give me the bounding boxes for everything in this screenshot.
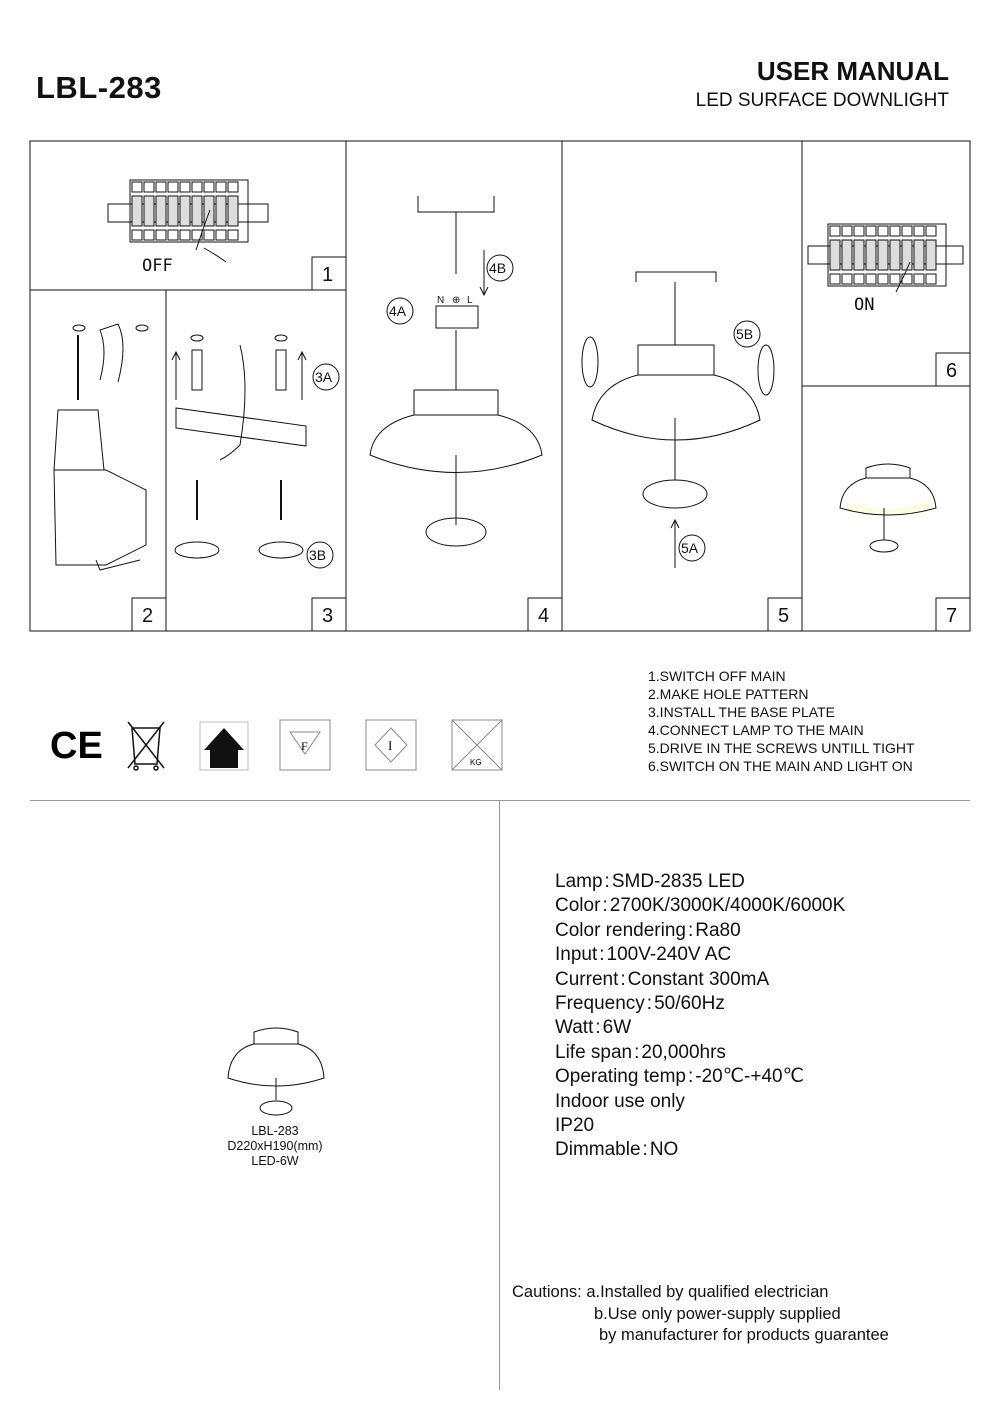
spec-label: Color: [555, 895, 601, 917]
weee-bin-icon: [128, 722, 164, 770]
step-4-number: 4: [538, 605, 550, 627]
spec-row: [555, 1065, 845, 1089]
instruction-item: 6.SWITCH ON THE MAIN AND LIGHT ON: [648, 758, 913, 774]
manual-title: USER MANUAL: [756, 56, 949, 86]
spec-label: Input: [555, 944, 598, 966]
base-plate-icon: [172, 335, 306, 558]
fix-lamp-icon: [582, 272, 774, 568]
spec-row: [555, 894, 845, 918]
drill-icon: [54, 324, 148, 570]
spec-row: [555, 1041, 845, 1065]
instruction-item: 1.SWITCH OFF MAIN: [648, 668, 786, 684]
spec-label: Dimmable: [555, 1139, 641, 1161]
product-model: LBL-283: [251, 1124, 299, 1138]
spec-value: 2700K/3000K/4000K/6000K: [609, 895, 846, 917]
spec-value: SMD-2835 LED: [611, 871, 745, 892]
spec-row: [555, 1114, 845, 1138]
spec-label: IP20: [555, 1115, 595, 1137]
spec-separator: :: [620, 968, 626, 990]
instruction-item: 3.INSTALL THE BASE PLATE: [648, 704, 835, 720]
spec-value: Ra80: [695, 919, 741, 941]
product-type: LED SURFACE DOWNLIGHT: [695, 90, 949, 111]
spec-row: [555, 968, 845, 992]
spec-label: Color rendering: [555, 919, 686, 941]
model-number: LBL-283: [36, 70, 162, 105]
spec-row: [555, 1138, 845, 1162]
instruction-item: 4.CONNECT LAMP TO THE MAIN: [648, 722, 864, 738]
certification-icons: [40, 710, 510, 780]
section-divider: [30, 800, 970, 801]
callout-3b: 3B: [309, 547, 327, 563]
step-1-number: 1: [322, 264, 334, 286]
column-divider: [499, 800, 500, 1390]
spec-row: [555, 1090, 845, 1114]
spec-value: 50/60Hz: [654, 993, 725, 1015]
spec-label: Indoor use only: [555, 1090, 685, 1112]
spec-separator: :: [646, 993, 653, 1015]
spec-value: -20℃-+40℃: [695, 1066, 804, 1088]
spec-label: Frequency: [555, 993, 645, 1015]
connect-wires-icon: [370, 196, 542, 546]
spec-separator: :: [599, 944, 605, 966]
spec-label: Life span: [555, 1041, 633, 1063]
spec-label: Current: [555, 968, 619, 990]
terminal-l-label: L: [467, 295, 473, 306]
spec-separator: :: [634, 1041, 640, 1063]
step-5-number: 5: [778, 605, 790, 627]
terminal-earth-label: ⊕: [452, 295, 461, 306]
breaker-off-icon: [108, 180, 268, 262]
step-6-number: 6: [946, 360, 958, 382]
instruction-item: 2.MAKE HOLE PATTERN: [648, 686, 809, 702]
caution-b: b.Use only power-supply supplied: [594, 1304, 841, 1323]
specifications: [555, 870, 845, 1163]
step-number-boxes: [132, 257, 970, 631]
svg-text:F: F: [301, 739, 308, 753]
step-2-number: 2: [142, 605, 154, 627]
callout-4b: 4B: [489, 260, 507, 276]
spec-separator: :: [642, 1139, 648, 1161]
ce-mark-icon: [50, 725, 103, 767]
svg-text:CE: CE: [50, 725, 103, 767]
product-power: LED-6W: [251, 1154, 299, 1168]
spec-separator: :: [604, 871, 610, 892]
breaker-on-icon: [808, 224, 963, 292]
terminal-n-label: N: [437, 295, 445, 306]
spec-label: Watt: [555, 1017, 594, 1039]
indoor-use-icon: [200, 722, 248, 770]
spec-row: [555, 919, 845, 943]
cautions: [512, 1282, 889, 1347]
spec-separator: :: [595, 1017, 601, 1039]
callout-4a: 4A: [389, 303, 407, 319]
spec-value: Constant 300mA: [627, 968, 770, 990]
spec-label: Operating temp: [555, 1066, 686, 1088]
step-3-number: 3: [322, 605, 334, 627]
callout-3a: 3A: [315, 369, 333, 385]
switch-off-label: OFF: [142, 256, 173, 276]
spec-separator: :: [602, 895, 608, 917]
instruction-item: 5.DRIVE IN THE SCREWS UNTILL TIGHT: [648, 740, 915, 756]
spec-separator: :: [687, 919, 694, 941]
caution-a: a.Installed by qualified electrician: [586, 1283, 829, 1301]
svg-text:KG: KG: [470, 758, 482, 767]
light-glow: [842, 500, 934, 528]
step-7-number: 7: [946, 605, 958, 627]
product-dimensions: D220xH190(mm): [227, 1139, 323, 1153]
spec-row: [555, 870, 845, 894]
cautions-label: Cautions:: [512, 1283, 582, 1301]
spec-row: [555, 1016, 845, 1040]
caution-c: by manufacturer for products guarantee: [599, 1326, 889, 1344]
spec-row: [555, 992, 845, 1016]
product-caption: [200, 1124, 350, 1169]
installation-instructions: [648, 667, 915, 775]
spec-value: 100V-240V AC: [606, 944, 732, 966]
spec-label: Lamp: [555, 871, 603, 892]
switch-on-label: ON: [854, 295, 875, 315]
svg-text:I: I: [388, 738, 393, 753]
spec-value: 20,000hrs: [641, 1041, 726, 1063]
spec-value: 6W: [602, 1017, 632, 1039]
spec-value: NO: [649, 1139, 679, 1161]
product-drawing: [220, 1020, 330, 1120]
callout-5b: 5B: [736, 326, 754, 342]
spec-row: [555, 943, 845, 967]
callout-5a: 5A: [681, 540, 699, 556]
spec-separator: :: [687, 1066, 694, 1088]
